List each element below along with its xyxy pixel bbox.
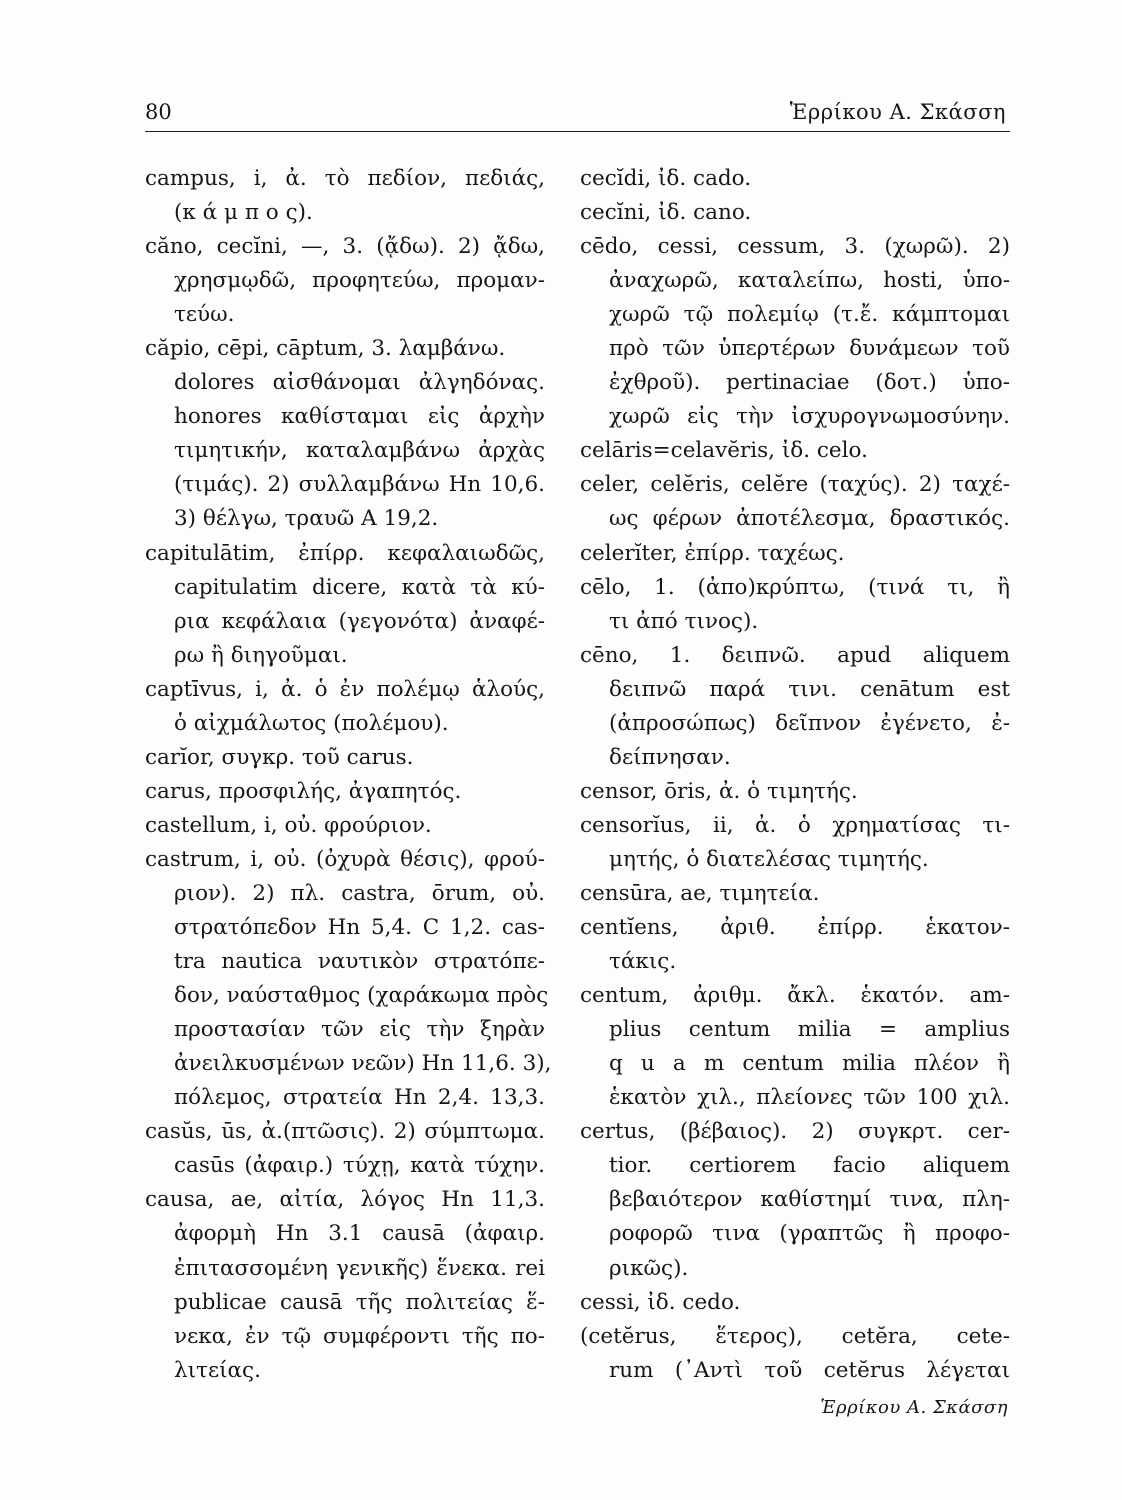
entry-continuation-line: χρησμῳδῶ, προφητεύω, προμαν- [174,268,545,294]
page-number: 80 [145,100,172,124]
dictionary-entry-line: captīvus, i, ἀ. ὁ ἐν πολέμῳ ἁλούς, [145,676,545,702]
dictionary-entry-line: (cetĕrus, ἕτερος), cetĕra, cete- [580,1323,1010,1349]
header-rule [145,131,1010,132]
dictionary-entry-line: cecĭdi, ἰδ. cado. [580,166,752,191]
dictionary-entry-line: castellum, i, οὐ. φρούριον. [145,812,432,838]
entry-continuation-line: dolores αἰσθάνομαι ἀλγηδόνας. [174,370,545,396]
entry-continuation-line: δον, ναύσταθμος (χαράκωμα πρὸς [174,983,549,1009]
entry-continuation-line: βεβαιότερον καθίστημί τινα, πλη- [609,1187,1010,1213]
entry-continuation-line: δειπνῶ παρά τινι. cenātum est [609,676,1010,702]
entry-continuation-line: τιμητικήν, καταλαμβάνω ἀρχὰς [174,438,545,464]
dictionary-entry-line: celer, celĕris, celĕre (ταχύς). 2) ταχέ- [580,472,1010,498]
entry-continuation-line: ρια κεφάλαια (γεγονότα) ἀναφέ- [174,608,545,634]
entry-continuation-line: ἐπιτασσομένη γενικῆς) ἕνεκα. rei [174,1255,545,1281]
entry-continuation-line: στρατόπεδον Hn 5,4. C 1,2. cas- [174,915,545,941]
entry-continuation-line: μητής, ὁ διατελέσας τιμητής. [609,846,929,872]
left-column [145,162,552,1388]
entry-continuation-line: προστασίαν τῶν εἰς τὴν ξηρὰν [174,1017,545,1043]
entry-continuation-line: τάκις. [609,949,677,975]
entry-continuation-line: χωρῶ τῷ πολεμίῳ (τ.ἔ. κάμπτομαι [609,302,1010,328]
entry-continuation-line: rum (᾿Αντὶ τοῦ cetĕrus λέγεται [609,1357,1010,1383]
dictionary-entry-line: centum, ἀριθμ. ἄκλ. ἑκατόν. am- [580,983,1010,1009]
entry-continuation-line: δείπνησαν. [609,744,731,770]
dictionary-entry-line: căpio, cēpi, cāptum, 3. λαμβάνω. [145,336,506,362]
dictionary-entry-line: causa, ae, αἰτία, λόγος Hn 11,3. [145,1187,545,1213]
page-header [145,100,1010,130]
entry-continuation-line: ἑκατὸν χιλ., πλείονες τῶν 100 χιλ. [609,1085,1010,1111]
dictionary-entry-line: cessi, ἰδ. cedo. [580,1289,741,1315]
dictionary-entry-line: censor, ōris, ἀ. ὁ τιμητής. [580,778,858,804]
entry-continuation-line: ὁ αἰχμάλωτος (πολέμου). [174,710,449,736]
entry-continuation-line: ἀναχωρῶ, καταλείπω, hosti, ὑπο- [609,268,1010,294]
entry-continuation-line: ριον). 2) πλ. castra, ōrum, οὐ. [174,880,545,906]
dictionary-entry-line: campus, i, ἀ. τὸ πεδίον, πεδιάς, [145,166,545,191]
dictionary-entry-line: certus, (βέβαιος). 2) συγκρτ. cer- [580,1119,1010,1145]
entry-continuation-line: πρὸ τῶν ὑπερτέρων δυνάμεων τοῦ [609,336,1010,362]
entry-continuation-line: casūs (ἀφαιρ.) τύχῃ, κατὰ τύχην. [174,1153,545,1179]
dictionary-entry-line: carĭor, συγκρ. τοῦ carus. [145,744,414,770]
dictionary-entry-line: celerĭter, ἐπίρρ. ταχέως. [580,540,845,566]
entry-continuation-line: ρω ἢ διηγοῦμαι. [174,642,348,668]
entry-continuation-line: publicae causā τῆς πολιτείας ἕ- [174,1289,545,1315]
right-column [580,162,1010,1388]
entry-continuation-line: (τιμάς). 2) συλλαμβάνω Hn 10,6. [174,472,545,498]
dictionary-entry-line: capitulātim, ἐπίρρ. κεφαλαιωδῶς, [145,540,545,566]
dictionary-entry-line: censorĭus, ii, ἀ. ὁ χρηματίσας τι- [580,812,1010,838]
dictionary-entry-line: casŭs, ūs, ἀ.(πτῶσις). 2) σύμπτωμα. [145,1119,545,1145]
dictionary-entry-line: centĭens, ἀριθ. ἐπίρρ. ἑκατον- [580,915,1010,941]
dictionary-entry-line: carus, προσφιλής, ἀγαπητός. [145,778,462,804]
entry-continuation-line: 3) θέλγω, τραυῶ A 19,2. [174,506,439,532]
dictionary-entry-line: censūra, ae, τιμητεία. [580,880,820,906]
dictionary-entry-line: celāris=celavĕris, ἰδ. celo. [580,438,868,464]
entry-continuation-line: (κ ά μ π ο ς). [174,200,313,226]
entry-continuation-line: ἐχθροῦ). pertinaciae (δοτ.) ὑπο- [609,370,1010,396]
running-head: Ἑρρίκου Α. Σκάσση [789,100,1006,124]
entry-continuation-line: λιτείας. [174,1357,261,1383]
entry-continuation-line: ροφορῶ τινα (γραπτῶς ἢ προφο- [609,1221,1010,1247]
entry-continuation-line: τι ἀπό τινος). [609,608,759,634]
entry-continuation-line: ἀνειλκυσμένων νεῶν) Hn 11,6. 3), [174,1051,552,1077]
entry-continuation-line: χωρῶ εἰς τὴν ἰσχυρογνωμοσύνην. [609,404,1010,430]
dictionary-entry-line: castrum, i, οὐ. (ὀχυρὰ θέσις), φρού- [145,846,545,872]
entry-continuation-line: νεκα, ἐν τῷ συμφέροντι τῆς πο- [174,1323,545,1349]
dictionary-entry-line: cēlo, 1. (ἀπο)κρύπτω, (τινά τι, ἢ [580,574,1010,600]
dictionary-entry-line: cēno, 1. δειπνῶ. apud aliquem [580,642,1010,668]
entry-continuation-line: ρικῶς). [609,1255,689,1281]
entry-continuation-line: capitulatim dicere, κατὰ τὰ κύ- [174,574,545,600]
author-signature: Ἑρρίκου Α. Σκάσση [820,1397,1008,1418]
dictionary-entry-line: cecĭni, ἰδ. cano. [580,200,752,226]
dictionary-entry-line: căno, cecĭni, —, 3. (ᾄδω). 2) ᾄδω, [145,234,545,260]
entry-continuation-line: q u a m centum milia πλέον ἢ [609,1051,1010,1077]
entry-continuation-line: ως φέρων ἀποτέλεσμα, δραστικός. [609,506,1010,532]
entry-continuation-line: πόλεμος, στρατεία Hn 2,4. 13,3. [174,1085,545,1111]
entry-continuation-line: plius centum milia = amplius [609,1017,1010,1043]
entry-continuation-line: tior. certiorem facio aliquem [609,1153,1010,1179]
entry-continuation-line: honores καθίσταμαι εἰς ἀρχὴν [174,404,545,430]
entry-continuation-line: (ἀπροσώπως) δεῖπνον ἐγένετο, ἐ- [609,710,1010,736]
dictionary-entry-line: cēdo, cessi, cessum, 3. (χωρῶ). 2) [580,234,1010,260]
entry-continuation-line: ἀφορμὴ Hn 3.1 causā (ἀφαιρ. [174,1221,545,1247]
entry-continuation-line: tra nautica ναυτικὸν στρατόπε- [174,949,545,975]
entry-continuation-line: τεύω. [174,302,235,328]
